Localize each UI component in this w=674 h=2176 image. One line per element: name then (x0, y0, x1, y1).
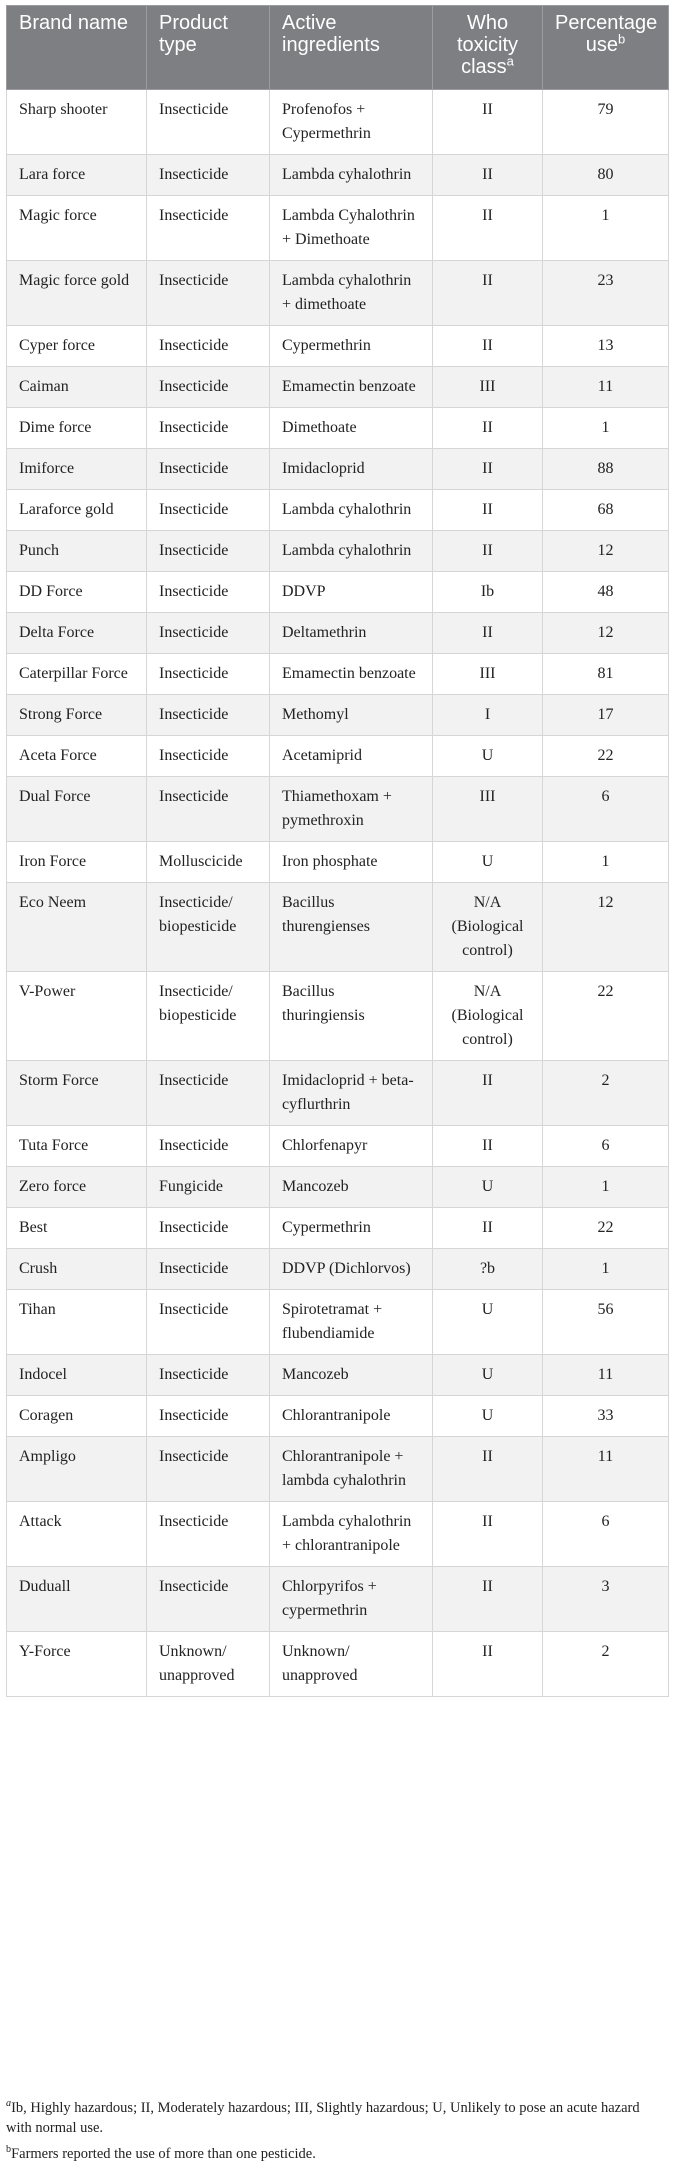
brand-name-cell: Tihan (7, 1290, 147, 1355)
percentage-use-cell: 22 (543, 972, 669, 1061)
product-type-cell: Insecticide/ biopesticide (147, 883, 270, 972)
footnote-b: $^b$Farmers reported the use of more than one pesticide. (6, 2144, 316, 2162)
product-type-cell: Insecticide (147, 572, 270, 613)
product-type-cell: Insecticide (147, 1126, 270, 1167)
active-ingredients-cell: Spirotetramat + flubendiamide (270, 1290, 433, 1355)
product-type-cell: Insecticide (147, 654, 270, 695)
percentage-use-cell: 2 (543, 1632, 669, 1697)
product-type-cell: Insecticide (147, 777, 270, 842)
product-type-cell: Insecticide (147, 1437, 270, 1502)
toxicity-class-cell: II (433, 1208, 543, 1249)
table-row (7, 1437, 669, 1502)
brand-name-cell: Cyper force (7, 326, 147, 367)
active-ingredients-cell: Lambda cyhalothrin + dimethoate (270, 261, 433, 326)
percentage-use-cell: 56 (543, 1290, 669, 1355)
percentage-use-cell: 22 (543, 1208, 669, 1249)
toxicity-class-cell: II (433, 449, 543, 490)
table-row (7, 367, 669, 408)
brand-name-cell: Zero force (7, 1167, 147, 1208)
product-type-cell: Insecticide (147, 1396, 270, 1437)
percentage-use-cell: 22 (543, 736, 669, 777)
brand-name-cell: Indocel (7, 1355, 147, 1396)
table-row (7, 572, 669, 613)
product-type-cell: Insecticide (147, 736, 270, 777)
percentage-use-cell: 79 (543, 90, 669, 155)
toxicity-class-cell: N/A (Biological control) (433, 972, 543, 1061)
percentage-use-cell: 68 (543, 490, 669, 531)
table-row (7, 196, 669, 261)
percentage-use-cell: 3 (543, 1567, 669, 1632)
table-row (7, 842, 669, 883)
product-type-cell: Insecticide (147, 1290, 270, 1355)
brand-name-cell: Magic force gold (7, 261, 147, 326)
percentage-use-cell: 11 (543, 1437, 669, 1502)
table-row (7, 654, 669, 695)
percentage-use-cell: 80 (543, 155, 669, 196)
active-ingredients-cell: Cypermethrin (270, 326, 433, 367)
product-type-cell: Unknown/ unapproved (147, 1632, 270, 1697)
toxicity-class-cell: III (433, 654, 543, 695)
toxicity-class-cell: II (433, 1567, 543, 1632)
product-type-cell: Insecticide (147, 408, 270, 449)
active-ingredients-cell: Chlorantranipole (270, 1396, 433, 1437)
brand-name-cell: Duduall (7, 1567, 147, 1632)
percentage-use-cell: 11 (543, 1355, 669, 1396)
header-percentage-use: Percentage use$^b$ (543, 6, 669, 90)
product-type-cell: Insecticide (147, 1502, 270, 1567)
table-row (7, 695, 669, 736)
table-row (7, 1249, 669, 1290)
toxicity-class-cell: N/A (Biological control) (433, 883, 543, 972)
toxicity-class-cell: II (433, 613, 543, 654)
toxicity-class-cell: U (433, 1167, 543, 1208)
product-type-cell: Insecticide (147, 531, 270, 572)
brand-name-cell: Magic force (7, 196, 147, 261)
percentage-use-cell: 6 (543, 777, 669, 842)
table-row (7, 777, 669, 842)
toxicity-class-cell: II (433, 1502, 543, 1567)
percentage-use-cell: 23 (543, 261, 669, 326)
brand-name-cell: Storm Force (7, 1061, 147, 1126)
table-body (7, 90, 669, 1697)
active-ingredients-cell: Imidacloprid + beta-cyflurthrin (270, 1061, 433, 1126)
header-active-ingredients: Active ingredients (270, 6, 433, 90)
brand-name-cell: Caiman (7, 367, 147, 408)
percentage-use-cell: 12 (543, 613, 669, 654)
active-ingredients-cell: Lambda cyhalothrin + chlorantranipole (270, 1502, 433, 1567)
active-ingredients-cell: Cypermethrin (270, 1208, 433, 1249)
table-row (7, 1355, 669, 1396)
brand-name-cell: Y-Force (7, 1632, 147, 1697)
percentage-use-cell: 17 (543, 695, 669, 736)
table-row (7, 326, 669, 367)
brand-name-cell: Coragen (7, 1396, 147, 1437)
pesticide-table (6, 5, 669, 1697)
active-ingredients-cell: Emamectin benzoate (270, 367, 433, 408)
percentage-use-cell: 6 (543, 1502, 669, 1567)
active-ingredients-cell: DDVP (Dichlorvos) (270, 1249, 433, 1290)
brand-name-cell: Laraforce gold (7, 490, 147, 531)
active-ingredients-cell: Mancozeb (270, 1355, 433, 1396)
product-type-cell: Molluscicide (147, 842, 270, 883)
percentage-use-cell: 81 (543, 654, 669, 695)
toxicity-class-cell: II (433, 1632, 543, 1697)
table-row (7, 1061, 669, 1126)
table-row (7, 90, 669, 155)
table-row (7, 1208, 669, 1249)
active-ingredients-cell: Chlorantranipole + lambda cyhalothrin (270, 1437, 433, 1502)
toxicity-class-cell: III (433, 367, 543, 408)
active-ingredients-cell: Emamectin benzoate (270, 654, 433, 695)
product-type-cell: Insecticide (147, 1249, 270, 1290)
toxicity-class-cell: II (433, 1437, 543, 1502)
brand-name-cell: Attack (7, 1502, 147, 1567)
active-ingredients-cell: Thiamethoxam + pymethroxin (270, 777, 433, 842)
table-row (7, 1567, 669, 1632)
active-ingredients-cell: Chlorpyrifos + cypermethrin (270, 1567, 433, 1632)
active-ingredients-cell: Bacillus thuringiensis (270, 972, 433, 1061)
toxicity-class-cell: II (433, 531, 543, 572)
product-type-cell: Insecticide (147, 90, 270, 155)
table-row (7, 261, 669, 326)
percentage-use-cell: 1 (543, 1249, 669, 1290)
toxicity-class-cell: II (433, 261, 543, 326)
brand-name-cell: Imiforce (7, 449, 147, 490)
brand-name-cell: Strong Force (7, 695, 147, 736)
toxicity-class-cell: II (433, 90, 543, 155)
toxicity-class-cell: U (433, 1290, 543, 1355)
brand-name-cell: Dime force (7, 408, 147, 449)
table-footnotes (6, 2098, 668, 2170)
percentage-use-cell: 2 (543, 1061, 669, 1126)
table-row (7, 1290, 669, 1355)
brand-name-cell: Ampligo (7, 1437, 147, 1502)
table-row (7, 408, 669, 449)
brand-name-cell: Punch (7, 531, 147, 572)
product-type-cell: Insecticide (147, 1061, 270, 1126)
active-ingredients-cell: Unknown/ unapproved (270, 1632, 433, 1697)
brand-name-cell: Lara force (7, 155, 147, 196)
toxicity-class-cell: II (433, 155, 543, 196)
table-row (7, 155, 669, 196)
brand-name-cell: Aceta Force (7, 736, 147, 777)
brand-name-cell: Crush (7, 1249, 147, 1290)
active-ingredients-cell: Iron phosphate (270, 842, 433, 883)
toxicity-class-cell: II (433, 408, 543, 449)
active-ingredients-cell: Profenofos + Cypermethrin (270, 90, 433, 155)
table-row (7, 1632, 669, 1697)
percentage-use-cell: 48 (543, 572, 669, 613)
percentage-use-cell: 12 (543, 883, 669, 972)
toxicity-class-cell: U (433, 1396, 543, 1437)
product-type-cell: Insecticide (147, 490, 270, 531)
toxicity-class-cell: U (433, 1355, 543, 1396)
table-row (7, 972, 669, 1061)
percentage-use-cell: 1 (543, 842, 669, 883)
active-ingredients-cell: Imidacloprid (270, 449, 433, 490)
table-row (7, 1126, 669, 1167)
active-ingredients-cell: Acetamiprid (270, 736, 433, 777)
table-row (7, 613, 669, 654)
percentage-use-cell: 1 (543, 408, 669, 449)
percentage-use-cell: 88 (543, 449, 669, 490)
toxicity-class-cell: Ib (433, 572, 543, 613)
toxicity-class-cell: II (433, 490, 543, 531)
brand-name-cell: Dual Force (7, 777, 147, 842)
active-ingredients-cell: Lambda cyhalothrin (270, 155, 433, 196)
table-row (7, 490, 669, 531)
active-ingredients-cell: Lambda cyhalothrin (270, 531, 433, 572)
toxicity-class-cell: U (433, 842, 543, 883)
toxicity-class-cell: ?b (433, 1249, 543, 1290)
table-row (7, 1502, 669, 1567)
table-row (7, 1396, 669, 1437)
header-toxicity-class: Who toxicity class$^a$ (433, 6, 543, 90)
toxicity-class-cell: U (433, 736, 543, 777)
active-ingredients-cell: Mancozeb (270, 1167, 433, 1208)
brand-name-cell: V-Power (7, 972, 147, 1061)
toxicity-class-cell: III (433, 777, 543, 842)
product-type-cell: Insecticide (147, 1355, 270, 1396)
product-type-cell: Insecticide (147, 613, 270, 654)
table-row (7, 449, 669, 490)
brand-name-cell: Caterpillar Force (7, 654, 147, 695)
table-row (7, 531, 669, 572)
product-type-cell: Insecticide (147, 1208, 270, 1249)
percentage-use-cell: 1 (543, 1167, 669, 1208)
toxicity-class-cell: II (433, 1061, 543, 1126)
product-type-cell: Insecticide (147, 326, 270, 367)
brand-name-cell: Sharp shooter (7, 90, 147, 155)
toxicity-class-cell: I (433, 695, 543, 736)
table-row (7, 883, 669, 972)
toxicity-class-cell: II (433, 326, 543, 367)
table-header-row (7, 6, 669, 90)
product-type-cell: Insecticide (147, 261, 270, 326)
toxicity-class-cell: II (433, 1126, 543, 1167)
brand-name-cell: Tuta Force (7, 1126, 147, 1167)
product-type-cell: Insecticide (147, 695, 270, 736)
active-ingredients-cell: Chlorfenapyr (270, 1126, 433, 1167)
product-type-cell: Fungicide (147, 1167, 270, 1208)
active-ingredients-cell: Methomyl (270, 695, 433, 736)
table-row (7, 1167, 669, 1208)
active-ingredients-cell: Deltamethrin (270, 613, 433, 654)
active-ingredients-cell: Lambda cyhalothrin (270, 490, 433, 531)
footnote-a: $^a$Ib, Highly hazardous; II, Moderately hazardous; III, Slightly hazardous; U, Unlikely to pose an acute hazard with normal use. (6, 2098, 640, 2136)
active-ingredients-cell: Lambda Cyhalothrin + Dimethoate (270, 196, 433, 261)
product-type-cell: Insecticide (147, 1567, 270, 1632)
active-ingredients-cell: DDVP (270, 572, 433, 613)
active-ingredients-cell: Dimethoate (270, 408, 433, 449)
brand-name-cell: Delta Force (7, 613, 147, 654)
brand-name-cell: Best (7, 1208, 147, 1249)
header-product-type: Product type (147, 6, 270, 90)
table-row (7, 736, 669, 777)
percentage-use-cell: 1 (543, 196, 669, 261)
percentage-use-cell: 12 (543, 531, 669, 572)
brand-name-cell: DD Force (7, 572, 147, 613)
header-brand-name: Brand name (7, 6, 147, 90)
product-type-cell: Insecticide (147, 196, 270, 261)
percentage-use-cell: 11 (543, 367, 669, 408)
product-type-cell: Insecticide (147, 449, 270, 490)
brand-name-cell: Iron Force (7, 842, 147, 883)
active-ingredients-cell: Bacillus thurengienses (270, 883, 433, 972)
product-type-cell: Insecticide/ biopesticide (147, 972, 270, 1061)
toxicity-class-cell: II (433, 196, 543, 261)
percentage-use-cell: 6 (543, 1126, 669, 1167)
percentage-use-cell: 33 (543, 1396, 669, 1437)
brand-name-cell: Eco Neem (7, 883, 147, 972)
percentage-use-cell: 13 (543, 326, 669, 367)
product-type-cell: Insecticide (147, 155, 270, 196)
product-type-cell: Insecticide (147, 367, 270, 408)
